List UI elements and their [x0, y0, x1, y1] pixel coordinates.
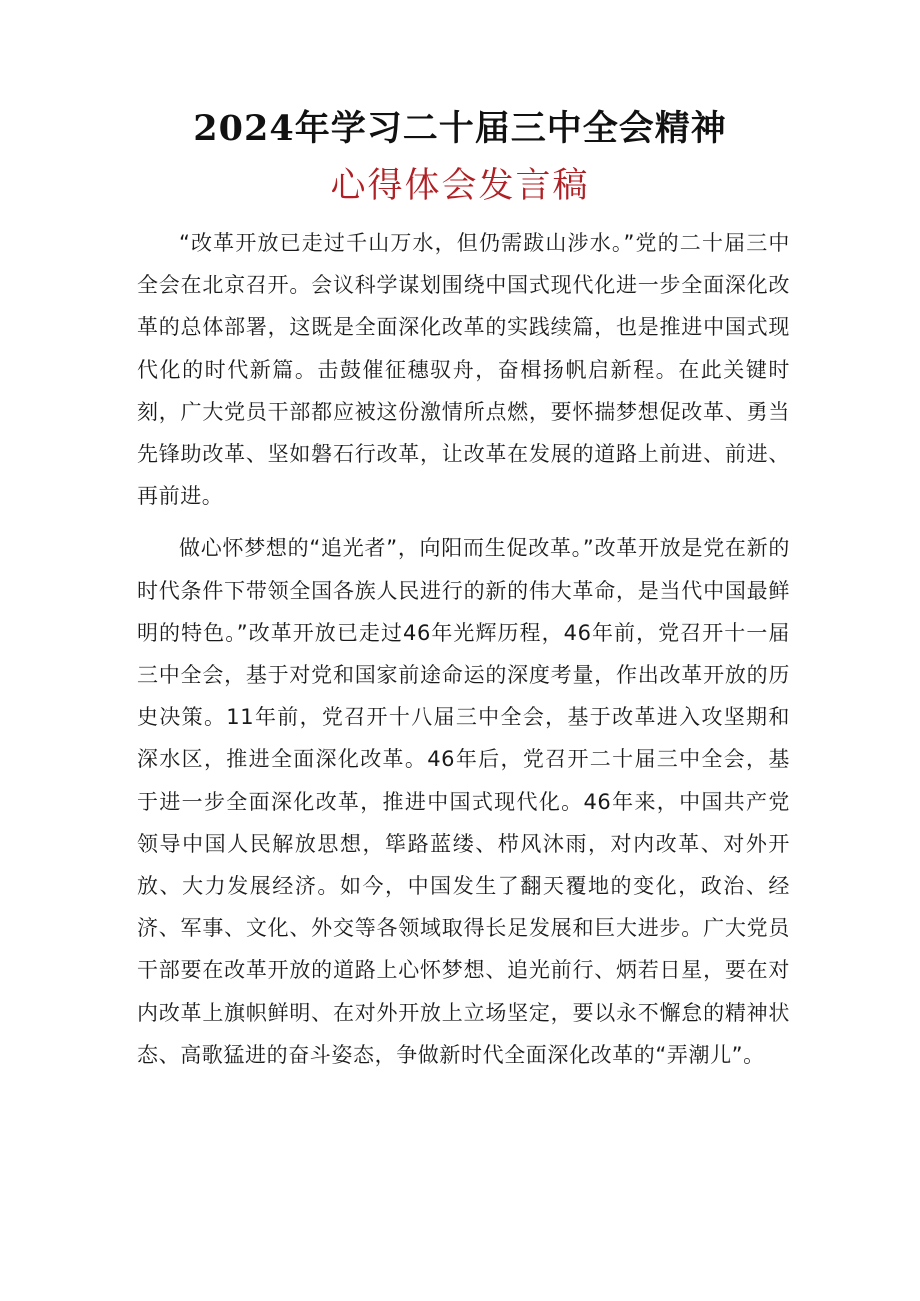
document-title: 2024年学习二十届三中全会精神 — [193, 108, 727, 149]
document-subtitle: 心得体会发言稿 — [330, 166, 590, 206]
document-body — [137, 222, 790, 1076]
paragraph-1: “改革开放已走过千山万水，但仍需跋山涉水。”党的二十届三中全会在北京召开。会议科学谋划围绕中国式现代化进一步全面深化改革的总体部署，这既是全面深化改革的实践续篇，也是推进中国式现代化的时代新篇。击鼓催征穗驭舟，奋楫扬帆启新程。在此关键时刻，广大党员干部都应被这份激情所点燃，要怀揣梦想促改革、勇当先锋助改革、坚如磐石行改革，让改革在发展的道路上前进、前进、再前进。 — [137, 231, 790, 509]
paragraph-2: 做心怀梦想的“追光者”，向阳而生促改革。”改革开放是党在新的时代条件下带领全国各族人民进行的新的伟大革命，是当代中国最鲜明的特色。”改革开放已走过46年光辉历程，46年前，党召开十一届三中全会，基于对党和国家前途命运的深度考量，作出改革开放的历史决策。11年前，党召开十八届三中全会，基于改革进入攻坚期和深水区，推进全面深化改革。46年后，党召开二十届三中全会，基于进一步全面深化改革，推进中国式现代化。46年来，中国共产党领导中国人民解放思想，筚路蓝缕、栉风沐雨，对内改革、对外开放、大力发展经济。如今，中国发生了翻天覆地的变化，政治、经济、军事、文化、外交等各领域取得长足发展和巨大进步。广大党员干部要在改革开放的道路上心怀梦想、追光前行、炳若日星，要在对内改革上旗帜鲜明、在对外开放上立场坚定，要以永不懈怠的精神状态、高歌猛进的奋斗姿态，争做新时代全面深化改革的“弄潮儿”。 — [137, 536, 790, 1067]
